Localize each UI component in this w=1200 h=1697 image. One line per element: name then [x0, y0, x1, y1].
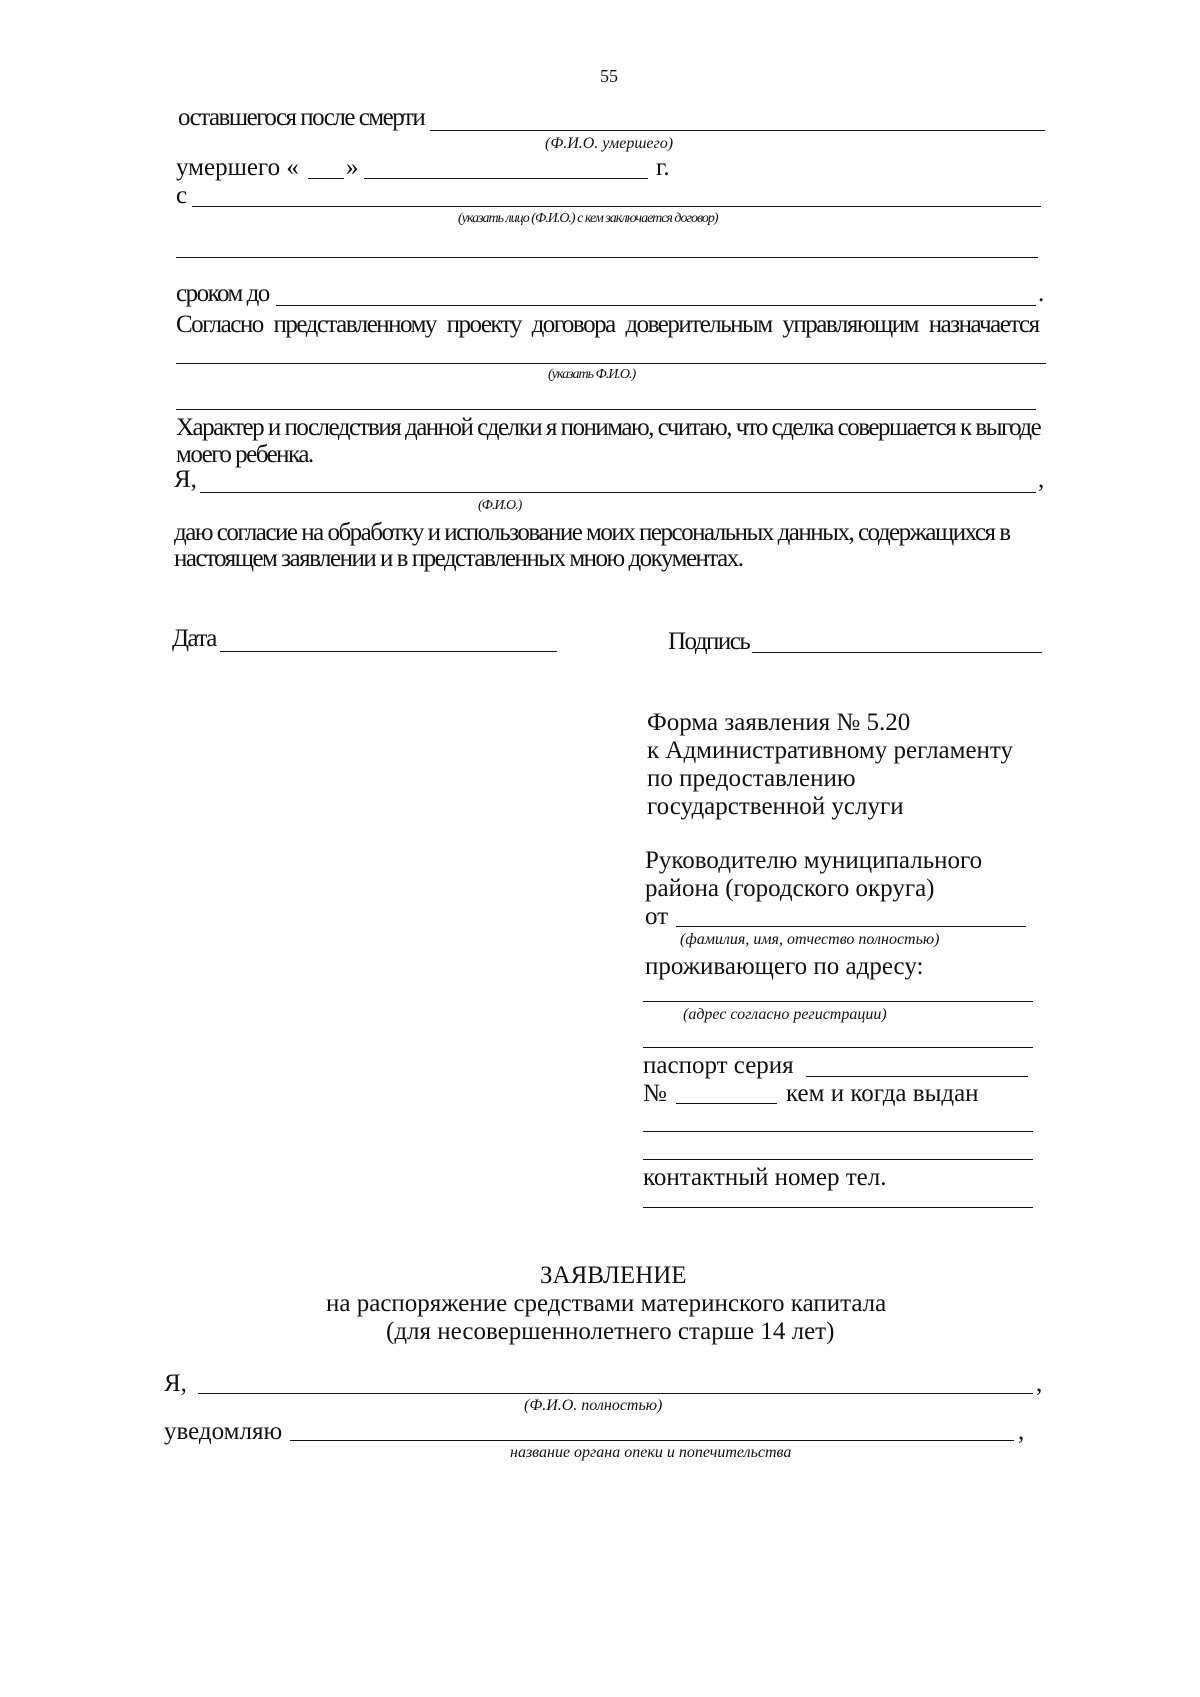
trustee-text: Согласно представленному проекту договора доверительным управляющим назначается — [176, 311, 1039, 338]
statement-name-field[interactable] — [198, 1393, 1033, 1394]
statement-subtitle-1: на распоряжение средствами материнского капитала — [326, 1290, 887, 1317]
i-end: , — [1038, 466, 1045, 493]
statement-i-label: Я, — [164, 1370, 187, 1397]
form-header-line-2: к Административному регламенту — [647, 737, 1014, 764]
from-name-field[interactable] — [676, 926, 1026, 927]
statement-subtitle-2: (для несовершеннолетнего старше 14 лет) — [386, 1318, 835, 1345]
understanding-line-1: Характер и последствия данной сделки я понимаю, считаю, что сделка совершается к выгоде — [176, 414, 1041, 441]
term-label: сроком до — [176, 280, 269, 307]
number-label: № — [643, 1080, 667, 1107]
from-caption: (фамилия, имя, отчество полностью) — [680, 931, 940, 948]
year-suffix: г. — [656, 154, 670, 181]
trustee-caption: (указать Ф.И.О.) — [548, 367, 636, 382]
statement-i-end: , — [1036, 1370, 1043, 1397]
address-caption: (адрес согласно регистрации) — [683, 1006, 887, 1023]
after-death-label: оставшегося после смерти — [178, 104, 425, 131]
deceased-caption: (Ф.И.О. умершего) — [545, 135, 674, 152]
issued-field-2[interactable] — [643, 1159, 1033, 1160]
date-field[interactable] — [220, 651, 557, 652]
trustee-field-2[interactable] — [176, 409, 1036, 410]
authority-caption: название органа опеки и попечительства — [510, 1444, 792, 1461]
phone-label: контактный номер тел. — [643, 1164, 887, 1191]
died-label: умершего « — [176, 154, 299, 181]
form-header-line-3: по предоставлению — [647, 765, 856, 792]
fio-full-caption: (Ф.И.О. полностью) — [524, 1397, 663, 1414]
contract-party-field[interactable] — [192, 206, 1041, 207]
phone-field[interactable] — [643, 1207, 1033, 1208]
passport-number-field[interactable] — [676, 1103, 777, 1104]
notify-label: уведомляю — [164, 1418, 283, 1445]
statement-title: ЗАЯВЛЕНИЕ — [540, 1262, 687, 1289]
passport-series-field[interactable] — [806, 1076, 1028, 1077]
death-month-field[interactable] — [364, 178, 648, 179]
addressee-line-1: Руководителю муниципального — [645, 847, 983, 874]
page-number: 55 — [600, 66, 618, 86]
form-header-line-1: Форма заявления № 5.20 — [647, 709, 911, 736]
residing-label: проживающего по адресу: — [645, 953, 924, 980]
address-field[interactable] — [643, 1001, 1033, 1002]
signature-label: Подпись — [668, 628, 750, 655]
authority-field[interactable] — [290, 1440, 1014, 1441]
issued-label: кем и когда выдан — [786, 1080, 979, 1107]
contract-party-field-2[interactable] — [176, 257, 1038, 258]
notify-end: , — [1018, 1418, 1025, 1445]
term-end: . — [1038, 280, 1045, 307]
contract-caption: (указать лицо (Ф.И.О.) с кем заключается договор) — [458, 211, 718, 226]
passport-label: паспорт серия — [643, 1052, 794, 1079]
consent-line-1: даю согласие на обработку и использование моих персональных данных, содержащихся в — [174, 519, 1010, 546]
fio-caption: (Ф.И.О.) — [478, 498, 522, 513]
with-label: с — [176, 182, 188, 209]
addressee-line-2: района (городского округа) — [645, 875, 935, 902]
deceased-name-field[interactable] — [430, 130, 1045, 131]
signature-field[interactable] — [752, 652, 1042, 653]
issued-field[interactable] — [643, 1131, 1033, 1132]
died-mid: » — [346, 154, 359, 181]
i-label: Я, — [174, 466, 197, 493]
date-label: Дата — [172, 625, 216, 652]
form-header-line-4: государственной услуги — [647, 793, 904, 820]
term-field[interactable] — [276, 305, 1036, 306]
trustee-field[interactable] — [176, 363, 1046, 364]
understanding-line-2: моего ребенка. — [176, 441, 313, 468]
address-field-2[interactable] — [643, 1047, 1033, 1048]
from-label: от — [645, 903, 669, 930]
applicant-name-field[interactable] — [200, 492, 1036, 493]
death-day-field[interactable] — [308, 178, 344, 179]
consent-line-2: настоящем заявлении и в представленных мною документах. — [174, 545, 743, 572]
